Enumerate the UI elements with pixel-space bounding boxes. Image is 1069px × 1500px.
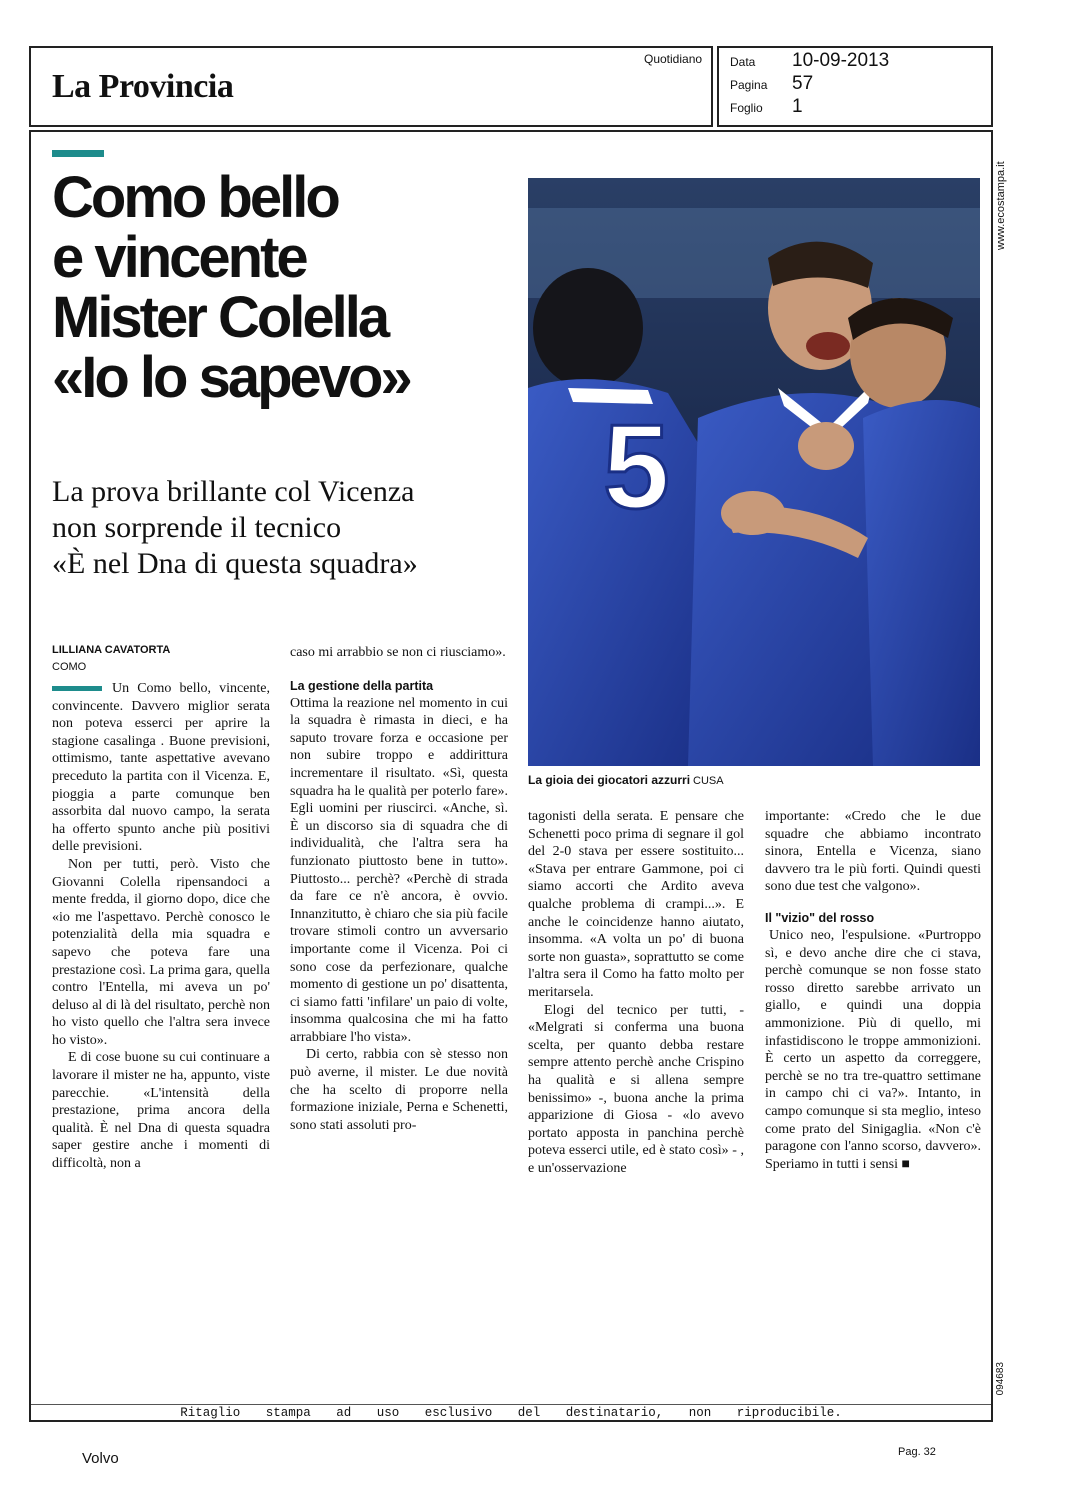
football-players-photo: [528, 178, 980, 766]
side-code: 094683: [995, 1362, 1006, 1396]
paragraph: Elogi del tecnico per tutti, - «Melgrati si conferma una buona scelta, per quanto debba restare sempre attento perchè anche Crispino ha qualità e si allena sempre benissimo» -, buona anche la prima apparizione di Giosa - «lo avevo portato apposta in panchina perchè poteva esserci utile, ed è stato così» - , e un'osservazione: [528, 1002, 744, 1176]
section-subtitle: La gestione della partita: [290, 678, 434, 693]
lead-marker: [52, 686, 102, 691]
subhead-line: «È nel Dna di questa squadra»: [52, 547, 418, 580]
subheadline: [52, 474, 522, 582]
text-column-1: [52, 680, 270, 1173]
meta-value-page: 57: [792, 73, 814, 94]
paragraph: E di cose buone su cui continuare a lavorare il mister ne ha, appunto, viste parecchie. «L'intensità della prestazione, prima ancora della qualità. È nel Dna di questa squadra saper gestire anche i momenti di difficoltà, non a: [52, 1050, 270, 1172]
section-subtitle: Il "vizio" del rosso: [765, 910, 875, 925]
headline-line: «Io lo sapevo»: [52, 345, 410, 410]
headline-line: Mister Colella: [52, 285, 388, 350]
disclaimer-divider: [31, 1404, 991, 1405]
paragraph: Non per tutti, però. Visto che Giovanni Colella ripensandoci a mente fredda, il giorno dopo, dice che «io me l'aspettavo. Perchè conosco le potenzialità della mia squadra e sapevo che poteva fare una prestazione così. La prima gara, quella contro l'Entella, mi aveva un po' deluso al di là del risultato, perchè non ho visto quello che l'altra sera invece ho visto».: [52, 856, 270, 1048]
caption-text: La gioia dei giocatori azzurri: [528, 773, 691, 787]
side-url: www.ecostampa.it: [995, 161, 1007, 250]
publication-type: Quotidiano: [644, 52, 703, 66]
disclaimer: Ritaglio stampa ad uso esclusivo del destinatario, non riproducibile.: [180, 1406, 842, 1420]
accent-bar: [52, 150, 104, 157]
paragraph: Ottima la reazione nel momento in cui la squadra è rimasta in dieci, e ha saputo trovare forza e occasione per non subire troppo e addirittura incrementare il risultato. «Sì, questa squadra ha le qualità per poterlo fare». Egli uomini per riuscirci. «Anche, sì. È un discorso sia di squadra che di individualità, che l'altra sera ha funzionato piuttosto bene in tutto». Piuttosto... perchè? «Perchè di strada da fare ce n'è ancora, è ovvio. Innanzitutto, è chiaro che sia più facile trovare stimoli contro un avversario importante come il Vicenza. Poi ci sono cose da perfezionare, qualche momento di gestione un po' disattenta, ci siamo fatti 'infilare' un paio di volte, insomma qualcosina che mi ha fatto arrabbiare l'ho vista».: [290, 695, 508, 1045]
article-photo: [528, 178, 980, 766]
meta-label-page: Pagina: [730, 78, 768, 92]
photo-credit: CUSA: [693, 775, 724, 787]
paragraph: tagonisti della serata. E pensare che Schenetti poco prima di segnare il gol del 2-0 stava per essere sostituito... «Stava per entrare Gammone, poi ci siamo accorti che Ardito aveva qualche problema di crampi...». E anche le coincidenze hanno aiutato, insomma. «A volta un po' di buona sorte non guasta», soprattutto se come l'altra sera il Como ha fatto molto per meritarsela.: [528, 809, 744, 1000]
headline-line: Como bello: [52, 165, 338, 230]
photo-caption: [528, 773, 724, 787]
text-column-4: [765, 808, 981, 1173]
paragraph: caso mi arrabbio se non ci riusciamo».: [290, 645, 506, 660]
paragraph: Di certo, rabbia con sè stesso non può averne, il mister. Le due novità che ha scelto di proporre nella formazione iniziale, Perna e Schenetti, sono stati assoluti pro-: [290, 1047, 508, 1133]
newspaper-logo: La Provincia: [52, 68, 234, 105]
footer-client: Volvo: [82, 1450, 119, 1467]
paragraph: Unico neo, l'espulsione. «Purtroppo sì, e devo anche dire che ci stava, perchè comunque se non fosse stato rosso diretto sarebbe arrivato un giallo, e quindi una doppia ammonizione. Più di quello, mi infastidiscono le troppe ammonizioni. È certo un aspetto da correggere, perchè se no tra tre-quattro settimane in campo chi ci va?». Intanto, in campo comunque si sta meglio, inteso come prato del Sinigaglia. «Non c'è paragone con l'anno scorso, davvero». Speriamo in tutti i sensi ■: [765, 927, 981, 1172]
meta-value-sheet: 1: [792, 96, 803, 117]
author-byline: LILLIANA CAVATORTA: [52, 644, 171, 656]
svg-text:5: 5: [603, 400, 670, 534]
footer-page: Pag. 32: [898, 1446, 936, 1458]
text-column-2: [290, 644, 508, 1134]
paragraph: Un Como bello, vincente, convincente. Davvero miglior serata non poteva esserci per aprire la stagione casalinga . Buone previsioni, ottimismo, tante aspettative avevano preceduto la partita con il Vicenza. E, pioggia a parte comunque ben assorbita dal nuovo campo, la serata ha offerto spunto anche più positivi delle previsioni.: [52, 681, 270, 855]
paragraph: importante: «Credo che le due squadre che abbiamo incontrato sinora, Entella e Vicenza, siano davvero tra le più forti. Quindi questi sono due test che valgono».: [765, 809, 981, 895]
headline-line: e vincente: [52, 225, 306, 290]
meta-value-date: 10-09-2013: [792, 50, 890, 71]
subhead-line: non sorprende il tecnico: [52, 511, 342, 544]
subhead-line: La prova brillante col Vicenza: [52, 475, 415, 508]
dateline-location: COMO: [52, 661, 87, 673]
text-column-3: [528, 808, 744, 1177]
meta-label-sheet: Foglio: [730, 101, 763, 115]
meta-label-date: Data: [730, 55, 756, 69]
headline: [52, 165, 522, 410]
